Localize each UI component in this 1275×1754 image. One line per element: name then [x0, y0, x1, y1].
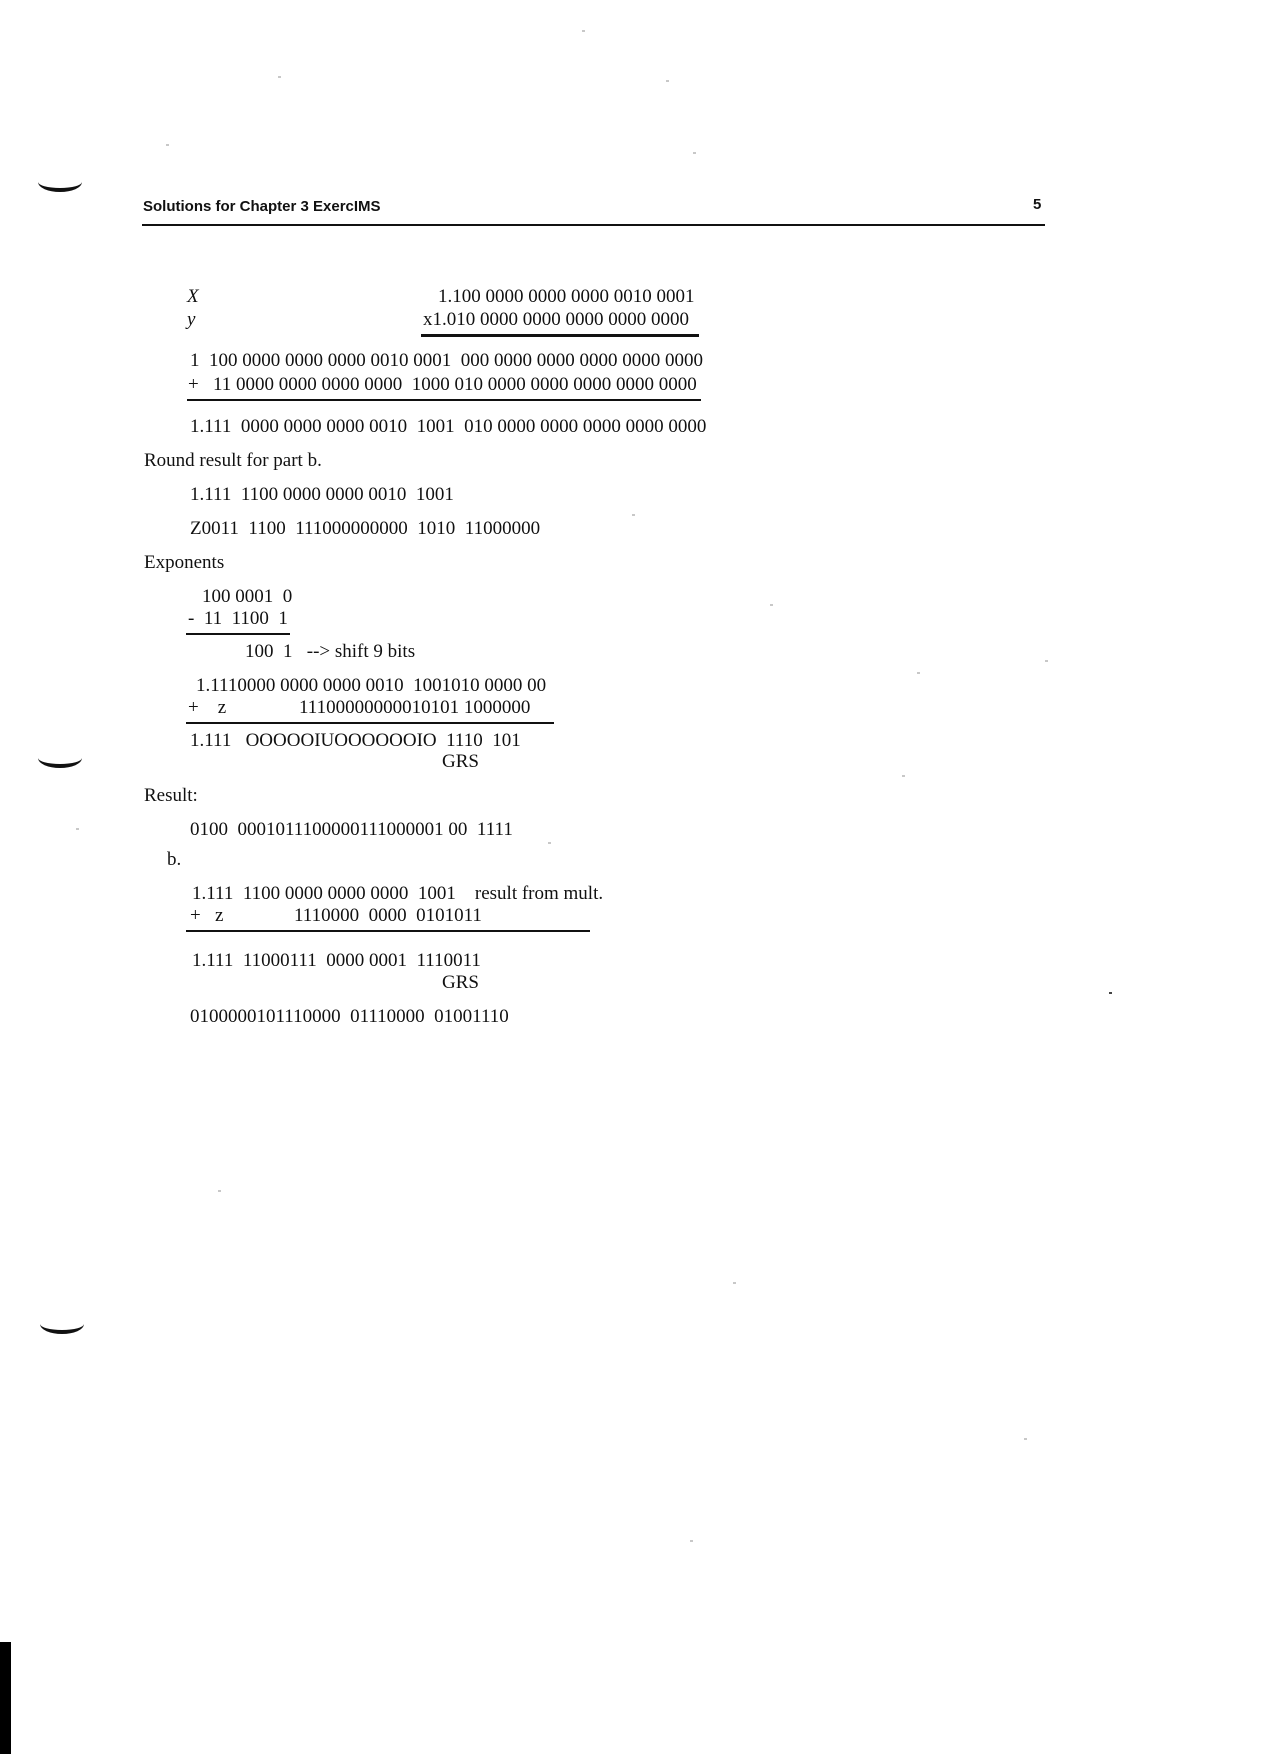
result-label: Result:: [144, 785, 198, 806]
add-rule: [186, 722, 554, 724]
part-b-sum: 1.111 11000111 0000 0001 1110011: [192, 950, 481, 971]
rounded-product: 1.111 1100 0000 0000 0010 1001: [190, 484, 454, 505]
scan-speck: [693, 152, 696, 154]
scan-speck: [733, 1282, 736, 1284]
mult-rule: [421, 334, 699, 337]
exponent-a: 100 0001 0: [202, 586, 293, 607]
scan-speck: [770, 604, 773, 606]
scan-speck: [666, 80, 669, 82]
header-rule: [142, 224, 1045, 226]
scan-edge-bar: [0, 1642, 11, 1754]
exponents-label: Exponents: [144, 552, 225, 573]
scan-speck: [1109, 992, 1112, 994]
round-label: Round result for part b.: [144, 450, 322, 471]
operand-x-label: X: [187, 286, 199, 307]
scan-speck: [76, 828, 79, 830]
operand-x-value: 1.100 0000 0000 0000 0010 0001: [438, 286, 695, 307]
z-operand: Z0011 1100 111000000000 1010 11000000: [190, 518, 541, 539]
part-b-line-1: 1.111 1100 0000 0000 0000 1001 result from mult.: [192, 883, 604, 904]
scan-speck: [218, 1190, 221, 1192]
scan-speck: [690, 1540, 693, 1542]
scan-speck: [902, 775, 905, 777]
running-header: Solutions for Chapter 3 ExercIMS: [143, 198, 381, 215]
scan-speck: [1024, 1438, 1027, 1440]
partial-product-2: + 11 0000 0000 0000 0000 1000 010 0000 0000 0000 0000 0000: [188, 374, 697, 395]
part-b-label: b.: [167, 849, 182, 870]
partial-sum-rule: [187, 399, 701, 401]
exponent-diff: 100 1 --> shift 9 bits: [245, 641, 416, 662]
part-b-final: 0100000101110000 01110000 01001110: [190, 1006, 509, 1027]
part-b-line-2-op: + z: [190, 905, 224, 926]
part-b-line-2-value: 1110000 0000 0101011: [294, 905, 482, 926]
scan-speck: [917, 672, 920, 674]
scan-speck: [166, 144, 169, 146]
scan-speck: [278, 76, 281, 78]
operand-y-value: x1.010 0000 0000 0000 0000 0000: [423, 309, 689, 330]
exponent-rule: [186, 633, 290, 635]
operand-y-label: y: [187, 309, 196, 330]
scan-speck: [582, 30, 585, 32]
partial-product-1: 1 100 0000 0000 0000 0010 0001 000 0000 0000 0000 0000 0000: [190, 350, 703, 371]
exponent-b: - 11 1100 1: [188, 608, 288, 629]
add-line-2-op: + z: [188, 697, 227, 718]
binder-hole-mark: [38, 748, 82, 768]
product-line: 1.111 0000 0000 0000 0010 1001 010 0000 0000 0000 0000 0000: [190, 416, 707, 437]
part-b-rule: [186, 930, 590, 932]
part-b-grs: GRS: [442, 972, 479, 993]
result-value: 0100 0001011100000111000001 00 1111: [190, 819, 513, 840]
binder-hole-mark: [38, 172, 82, 192]
add-line-1: 1.1110000 0000 0000 0010 1001010 0000 00: [196, 675, 547, 696]
page-number: 5: [1033, 196, 1042, 213]
add-line-2-value: 11100000000010101 1000000: [299, 697, 531, 718]
add-sum: 1.111 OOOOOIUOOOOOOIO 1110 101: [190, 730, 521, 751]
binder-hole-mark: [40, 1314, 84, 1334]
scan-speck: [548, 842, 551, 844]
scan-speck: [632, 514, 635, 516]
scan-speck: [1045, 660, 1048, 662]
add-grs: GRS: [442, 751, 479, 772]
